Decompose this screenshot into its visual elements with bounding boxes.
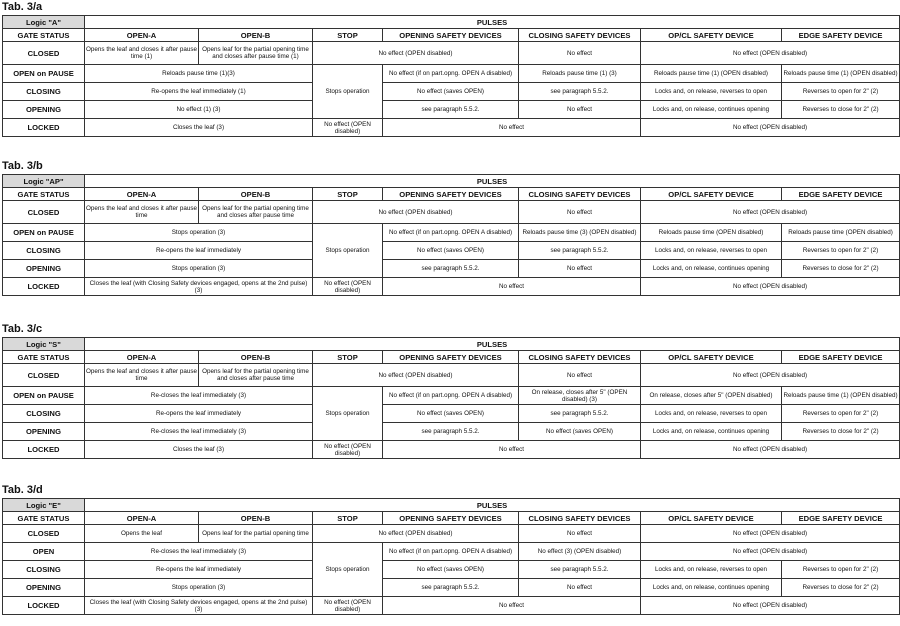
table-row: [3, 119, 900, 137]
cell-opening-safety: see paragraph 5.5.2.: [383, 579, 519, 597]
open-b-header: OPEN-B: [199, 188, 313, 201]
cell-opening-safety: No effect (saves OPEN): [383, 561, 519, 579]
cell-opening-safety: see paragraph 5.5.2.: [383, 260, 519, 278]
cell-open-ab: Closes the leaf (with Closing Safety devices engaged, opens at the 2nd pulse) (3): [85, 597, 313, 615]
stop-header: STOP: [313, 188, 383, 201]
row-label: OPENING: [3, 579, 85, 597]
cell-open-b: Opens leaf for the partial opening time: [199, 525, 313, 543]
cell-closing-safety: No effect: [519, 260, 641, 278]
row-label: CLOSED: [3, 42, 85, 65]
table-row: [3, 561, 900, 579]
cell-opening-safety: No effect (saves OPEN): [383, 242, 519, 260]
logic-label: Logic "E": [3, 499, 85, 512]
cell-opening-safety: No effect (OPEN disabled): [313, 201, 519, 224]
stop-header: STOP: [313, 351, 383, 364]
cell-stop: Stops operation: [313, 224, 383, 278]
table-title: Tab. 3/c: [2, 323, 43, 335]
gate-status-header: GATE STATUS: [3, 351, 85, 364]
cell-edge: Reloads pause time (1) (OPEN disabled): [782, 65, 900, 83]
table-section-3d: [0, 484, 900, 615]
cell-opcl-edge: No effect (OPEN disabled): [641, 42, 900, 65]
cell-opcl: Locks and, on release, continues opening: [641, 579, 782, 597]
cell-open-b: Opens leaf for the partial opening time and closes after pause time: [199, 201, 313, 224]
opening-safety-header: OPENING SAFETY DEVICES: [383, 512, 519, 525]
cell-closing-safety: No effect: [519, 42, 641, 65]
cell-opening-safety: No effect (saves OPEN): [383, 83, 519, 101]
cell-edge: Reverses to open for 2" (2): [782, 83, 900, 101]
cell-edge: Reverses to close for 2" (2): [782, 101, 900, 119]
cell-open-ab: Re-opens the leaf immediately: [85, 242, 313, 260]
cell-opening-safety: see paragraph 5.5.2.: [383, 423, 519, 441]
cell-open-close-safety: No effect: [383, 278, 641, 296]
cell-edge: Reloads pause time (OPEN disabled): [782, 224, 900, 242]
cell-stop: No effect (OPEN disabled): [313, 278, 383, 296]
pulses-header: PULSES: [85, 175, 900, 188]
pulses-header: PULSES: [85, 338, 900, 351]
table-row: [3, 101, 900, 119]
closing-safety-header: CLOSING SAFETY DEVICES: [519, 351, 641, 364]
row-label: CLOSING: [3, 242, 85, 260]
cell-closing-safety: Reloads pause time (3) (OPEN disabled): [519, 224, 641, 242]
cell-opcl: Locks and, on release, continues opening: [641, 101, 782, 119]
cell-open-ab: Closes the leaf (with Closing Safety devices engaged, opens at the 2nd pulse) (3): [85, 278, 313, 296]
cell-opening-safety: No effect (if on part.opng. OPEN A disabled): [383, 224, 519, 242]
gate-status-header: GATE STATUS: [3, 29, 85, 42]
table-row: [3, 579, 900, 597]
cell-open-close-safety: No effect: [383, 597, 641, 615]
opcl-safety-header: OP/CL SAFETY DEVICE: [641, 188, 782, 201]
cell-opening-safety: No effect (OPEN disabled): [313, 42, 519, 65]
cell-stop: Stops operation: [313, 543, 383, 597]
cell-opcl-edge: No effect (OPEN disabled): [641, 278, 900, 296]
table-row: [3, 405, 900, 423]
opening-safety-header: OPENING SAFETY DEVICES: [383, 29, 519, 42]
cell-closing-safety: No effect: [519, 101, 641, 119]
cell-closing-safety: No effect: [519, 201, 641, 224]
row-label: OPEN on PAUSE: [3, 224, 85, 242]
cell-open-ab: Closes the leaf (3): [85, 441, 313, 459]
edge-safety-header: EDGE SAFETY DEVICE: [782, 29, 900, 42]
row-label: LOCKED: [3, 119, 85, 137]
cell-stop: Stops operation: [313, 387, 383, 441]
table-row: [3, 201, 900, 224]
cell-closing-safety: No effect: [519, 525, 641, 543]
cell-open-b: Opens leaf for the partial opening time and closes after pause time (1): [199, 42, 313, 65]
cell-opening-safety: No effect (saves OPEN): [383, 405, 519, 423]
cell-closing-safety: see paragraph 5.5.2.: [519, 242, 641, 260]
cell-opcl-edge: No effect (OPEN disabled): [641, 119, 900, 137]
cell-opcl-edge: No effect (OPEN disabled): [641, 441, 900, 459]
cell-opcl: Locks and, on release, reverses to open: [641, 561, 782, 579]
cell-closing-safety: No effect (saves OPEN): [519, 423, 641, 441]
cell-open-ab: Re-opens the leaf immediately (1): [85, 83, 313, 101]
open-a-header: OPEN-A: [85, 512, 199, 525]
row-label: CLOSED: [3, 364, 85, 387]
pulses-header: PULSES: [85, 16, 900, 29]
stop-header: STOP: [313, 29, 383, 42]
cell-closing-safety: No effect (3) (OPEN disabled): [519, 543, 641, 561]
cell-opening-safety: No effect (if on part.opng. OPEN A disabled): [383, 387, 519, 405]
opcl-safety-header: OP/CL SAFETY DEVICE: [641, 29, 782, 42]
table-row: [3, 278, 900, 296]
row-label: CLOSED: [3, 201, 85, 224]
row-label: OPEN on PAUSE: [3, 65, 85, 83]
row-label: OPEN: [3, 543, 85, 561]
cell-open-ab: Stops operation (3): [85, 260, 313, 278]
cell-opening-safety: No effect (OPEN disabled): [313, 525, 519, 543]
cell-opcl-edge: No effect (OPEN disabled): [641, 543, 900, 561]
table-section-3b: [0, 160, 900, 296]
cell-opcl: On release, closes after 5" (OPEN disabled): [641, 387, 782, 405]
table-section-3c: [0, 323, 900, 459]
cell-opening-safety: see paragraph 5.5.2.: [383, 101, 519, 119]
logic-table-3a: [2, 15, 900, 137]
cell-stop: No effect (OPEN disabled): [313, 119, 383, 137]
cell-opcl: Locks and, on release, continues opening: [641, 423, 782, 441]
cell-open-a: Opens the leaf and closes it after pause time (1): [85, 42, 199, 65]
row-label: LOCKED: [3, 597, 85, 615]
row-label: CLOSING: [3, 405, 85, 423]
stop-header: STOP: [313, 512, 383, 525]
table-row: [3, 423, 900, 441]
edge-safety-header: EDGE SAFETY DEVICE: [782, 351, 900, 364]
table-section-3a: [0, 1, 900, 137]
logic-table-3d: [2, 498, 900, 615]
cell-edge: Reverses to open for 2" (2): [782, 242, 900, 260]
cell-opcl: Reloads pause time (OPEN disabled): [641, 224, 782, 242]
cell-open-ab: Closes the leaf (3): [85, 119, 313, 137]
cell-open-close-safety: No effect: [383, 441, 641, 459]
cell-open-ab: No effect (1) (3): [85, 101, 313, 119]
pulses-header: PULSES: [85, 499, 900, 512]
open-b-header: OPEN-B: [199, 29, 313, 42]
cell-stop: Stops operation: [313, 65, 383, 119]
logic-table-3c: [2, 337, 900, 459]
cell-opening-safety: No effect (if on part.opng. OPEN A disabled): [383, 65, 519, 83]
cell-edge: Reverses to close for 2" (2): [782, 423, 900, 441]
table-title: Tab. 3/a: [2, 1, 43, 13]
cell-open-ab: Re-opens the leaf immediately: [85, 405, 313, 423]
cell-stop: No effect (OPEN disabled): [313, 441, 383, 459]
table-row: [3, 525, 900, 543]
cell-closing-safety: No effect: [519, 364, 641, 387]
open-a-header: OPEN-A: [85, 351, 199, 364]
cell-closing-safety: see paragraph 5.5.2.: [519, 561, 641, 579]
cell-open-b: Opens leaf for the partial opening time and closes after pause time: [199, 364, 313, 387]
cell-opcl-edge: No effect (OPEN disabled): [641, 597, 900, 615]
cell-closing-safety: No effect: [519, 579, 641, 597]
cell-open-ab: Re-closes the leaf immediately (3): [85, 543, 313, 561]
logic-label: Logic "AP": [3, 175, 85, 188]
table-row: [3, 387, 900, 405]
logic-label: Logic "S": [3, 338, 85, 351]
row-label: OPENING: [3, 423, 85, 441]
cell-opcl: Locks and, on release, continues opening: [641, 260, 782, 278]
row-label: OPEN on PAUSE: [3, 387, 85, 405]
table-row: [3, 441, 900, 459]
gate-status-header: GATE STATUS: [3, 512, 85, 525]
opcl-safety-header: OP/CL SAFETY DEVICE: [641, 351, 782, 364]
cell-edge: Reverses to open for 2" (2): [782, 561, 900, 579]
table-row: [3, 260, 900, 278]
cell-closing-safety: see paragraph 5.5.2.: [519, 405, 641, 423]
cell-closing-safety: On release, closes after 5" (OPEN disabled) (3): [519, 387, 641, 405]
cell-opcl-edge: No effect (OPEN disabled): [641, 525, 900, 543]
cell-open-a: Opens the leaf and closes it after pause time: [85, 364, 199, 387]
table-row: [3, 543, 900, 561]
table-title: Tab. 3/b: [2, 160, 43, 172]
opcl-safety-header: OP/CL SAFETY DEVICE: [641, 512, 782, 525]
table-row: [3, 242, 900, 260]
row-label: OPENING: [3, 101, 85, 119]
edge-safety-header: EDGE SAFETY DEVICE: [782, 188, 900, 201]
cell-open-ab: Re-closes the leaf immediately (3): [85, 423, 313, 441]
cell-opcl: Locks and, on release, reverses to open: [641, 242, 782, 260]
cell-edge: Reverses to close for 2" (2): [782, 579, 900, 597]
opening-safety-header: OPENING SAFETY DEVICES: [383, 188, 519, 201]
table-row: [3, 65, 900, 83]
cell-open-ab: Stops operation (3): [85, 224, 313, 242]
closing-safety-header: CLOSING SAFETY DEVICES: [519, 512, 641, 525]
closing-safety-header: CLOSING SAFETY DEVICES: [519, 29, 641, 42]
cell-opcl: Reloads pause time (1) (OPEN disabled): [641, 65, 782, 83]
table-title: Tab. 3/d: [2, 484, 43, 496]
row-label: LOCKED: [3, 441, 85, 459]
cell-open-close-safety: No effect: [383, 119, 641, 137]
closing-safety-header: CLOSING SAFETY DEVICES: [519, 188, 641, 201]
cell-open-a: Opens the leaf and closes it after pause time: [85, 201, 199, 224]
cell-opening-safety: No effect (if on part.opng. OPEN A disabled): [383, 543, 519, 561]
table-row: [3, 42, 900, 65]
edge-safety-header: EDGE SAFETY DEVICE: [782, 512, 900, 525]
open-a-header: OPEN-A: [85, 188, 199, 201]
row-label: LOCKED: [3, 278, 85, 296]
cell-closing-safety: Reloads pause time (1) (3): [519, 65, 641, 83]
logic-table-3b: [2, 174, 900, 296]
row-label: CLOSING: [3, 561, 85, 579]
table-row: [3, 83, 900, 101]
cell-open-ab: Stops operation (3): [85, 579, 313, 597]
cell-edge: Reloads pause time (1) (OPEN disabled): [782, 387, 900, 405]
cell-opcl-edge: No effect (OPEN disabled): [641, 201, 900, 224]
open-b-header: OPEN-B: [199, 512, 313, 525]
row-label: CLOSED: [3, 525, 85, 543]
cell-opcl: Locks and, on release, reverses to open: [641, 83, 782, 101]
logic-label: Logic "A": [3, 16, 85, 29]
open-a-header: OPEN-A: [85, 29, 199, 42]
row-label: CLOSING: [3, 83, 85, 101]
row-label: OPENING: [3, 260, 85, 278]
cell-opcl: Locks and, on release, reverses to open: [641, 405, 782, 423]
table-row: [3, 364, 900, 387]
cell-edge: Reverses to open for 2" (2): [782, 405, 900, 423]
cell-open-ab: Reloads pause time (1)(3): [85, 65, 313, 83]
cell-opening-safety: No effect (OPEN disabled): [313, 364, 519, 387]
table-row: [3, 597, 900, 615]
cell-open-ab: Re-closes the leaf immediately (3): [85, 387, 313, 405]
cell-edge: Reverses to close for 2" (2): [782, 260, 900, 278]
cell-open-a: Opens the leaf: [85, 525, 199, 543]
cell-open-ab: Re-opens the leaf immediately: [85, 561, 313, 579]
table-row: [3, 224, 900, 242]
open-b-header: OPEN-B: [199, 351, 313, 364]
opening-safety-header: OPENING SAFETY DEVICES: [383, 351, 519, 364]
cell-stop: No effect (OPEN disabled): [313, 597, 383, 615]
cell-closing-safety: see paragraph 5.5.2.: [519, 83, 641, 101]
gate-status-header: GATE STATUS: [3, 188, 85, 201]
cell-opcl-edge: No effect (OPEN disabled): [641, 364, 900, 387]
